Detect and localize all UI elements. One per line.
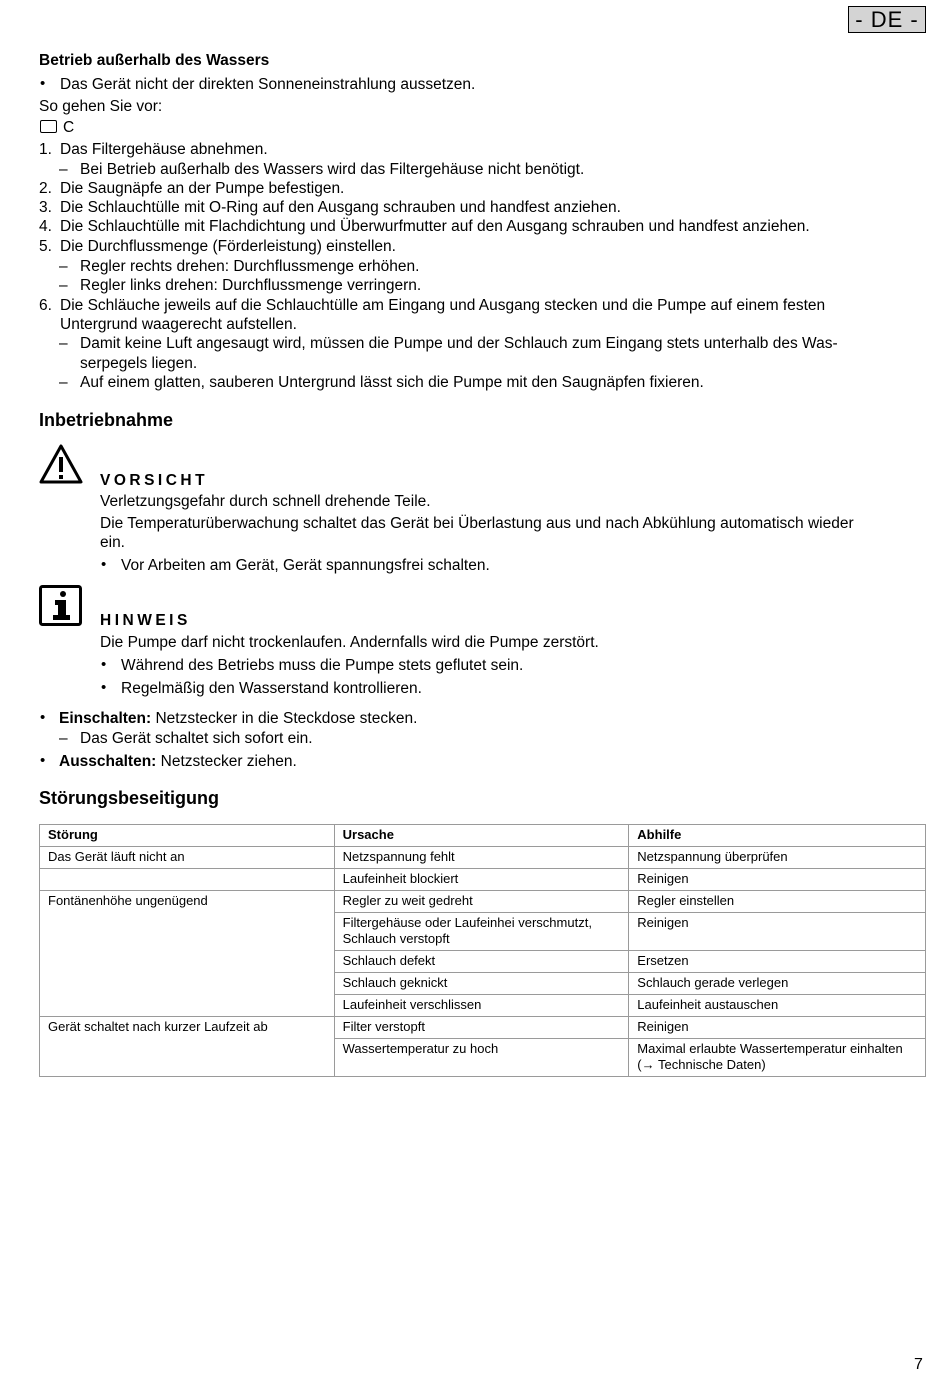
step-text: Die Schlauchtülle mit O-Ring auf den Ausgang schrauben und handfest anziehen.: [60, 199, 621, 216]
step-number: 1.: [39, 141, 52, 158]
table-row: [40, 913, 926, 951]
table-cell: Laufeinheit verschlissen: [334, 995, 629, 1017]
switch-off-item: Ausschalten: Netzstecker ziehen.: [59, 753, 297, 770]
table-header: Abhilfe: [629, 825, 926, 847]
figure-ref: C: [40, 118, 74, 137]
switch-on-sub: Das Gerät schaltet sich sofort ein.: [80, 730, 313, 747]
sub-dash: –: [59, 277, 68, 294]
step-number: 3.: [39, 199, 52, 216]
table-cell: Fontänenhöhe ungenügend: [40, 891, 335, 913]
step-number: 4.: [39, 218, 52, 235]
table-cell: Reinigen: [629, 1017, 926, 1039]
table-cell: Wassertemperatur zu hoch: [334, 1039, 629, 1077]
table-cell: Netzspannung überprüfen: [629, 847, 926, 869]
step-number: 5.: [39, 238, 52, 255]
step-subtext: Regler links drehen: Durchflussmenge verringern.: [80, 277, 422, 294]
bullet-icon: •: [101, 556, 107, 573]
bullet-icon: •: [40, 709, 46, 726]
step-text: Die Saugnäpfe an der Pumpe befestigen.: [60, 180, 345, 197]
caution-text-3: ein.: [100, 534, 125, 551]
table-cell: Filtergehäuse oder Laufeinhei verschmutzt, Schlauch verstopft: [334, 913, 629, 951]
table-row: [40, 995, 926, 1017]
table-cell: [40, 913, 335, 951]
table-cell: Netzspannung fehlt: [334, 847, 629, 869]
table-header: Ursache: [334, 825, 629, 847]
section-title-troubleshooting: Störungsbeseitigung: [39, 788, 219, 808]
notice-text-1: Die Pumpe darf nicht trockenlaufen. Andernfalls wird die Pumpe zerstört.: [100, 634, 599, 651]
table-header-row: [40, 825, 926, 847]
outside-bullet-1: Das Gerät nicht der direkten Sonneneinstrahlung aussetzen.: [60, 76, 476, 93]
caution-text-1: Verletzungsgefahr durch schnell drehende Teile.: [100, 493, 431, 510]
table-cell: [40, 973, 335, 995]
table-cell: Das Gerät läuft nicht an: [40, 847, 335, 869]
notice-bullet-1: Während des Betriebs muss die Pumpe stets geflutet sein.: [121, 657, 524, 674]
bullet-icon: •: [40, 752, 46, 769]
sub-dash: –: [59, 730, 68, 747]
table-cell: Maximal erlaubte Wassertemperatur einhalten (→ Technische Daten): [629, 1039, 926, 1077]
table-cell: Reinigen: [629, 869, 926, 891]
section-title-commissioning: Inbetriebnahme: [39, 410, 174, 430]
table-cell: [40, 995, 335, 1017]
step-number: 2.: [39, 180, 52, 197]
step-text: Die Durchflussmenge (Förderleistung) einstellen.: [60, 238, 396, 255]
outside-intro: So gehen Sie vor:: [39, 98, 163, 115]
table-row: [40, 951, 926, 973]
table-row: [40, 1039, 926, 1077]
table-cell: Filter verstopft: [334, 1017, 629, 1039]
step-text: Die Schlauchtülle mit Flachdichtung und Überwurfmutter auf den Ausgang schrauben und handfest anziehen.: [60, 218, 810, 235]
switch-on-item: Einschalten: Netzstecker in die Steckdose stecken.: [59, 710, 418, 727]
step-subtext: Damit keine Luft angesaugt wird, müssen die Pumpe und der Schlauch zum Eingang stets unterhalb des Was-: [80, 335, 838, 352]
table-header: Störung: [40, 825, 335, 847]
table-row: [40, 1017, 926, 1039]
info-notice-icon: [39, 585, 82, 626]
table-cell: [40, 1039, 335, 1077]
table-cell: Schlauch gerade verlegen: [629, 973, 926, 995]
warning-triangle-icon: [39, 444, 83, 484]
table-cell: Regler zu weit gedreht: [334, 891, 629, 913]
table-row: [40, 869, 926, 891]
device-frame-icon: [40, 120, 57, 133]
troubleshooting-table: [39, 824, 926, 1077]
sub-dash: –: [59, 161, 68, 178]
table-cell: Gerät schaltet nach kurzer Laufzeit ab: [40, 1017, 335, 1039]
table-cell: Reinigen: [629, 913, 926, 951]
page-number: 7: [914, 1356, 923, 1373]
table-row: [40, 973, 926, 995]
notice-bullet-2: Regelmäßig den Wasserstand kontrollieren.: [121, 680, 422, 697]
sub-dash: –: [59, 335, 68, 352]
caution-text-2: Die Temperaturüberwachung schaltet das Gerät bei Überlastung aus und nach Abkühlung automatisch wieder: [100, 515, 854, 532]
bullet-icon: •: [101, 656, 107, 673]
caution-title: VORSICHT: [100, 472, 209, 489]
step-text-continuation: Untergrund waagerecht aufstellen.: [60, 316, 297, 333]
table-cell: Laufeinheit austauschen: [629, 995, 926, 1017]
table-cell: Schlauch geknickt: [334, 973, 629, 995]
caution-bullet: Vor Arbeiten am Gerät, Gerät spannungsfrei schalten.: [121, 557, 490, 574]
table-cell: Laufeinheit blockiert: [334, 869, 629, 891]
section-title-outside-water: Betrieb außerhalb des Wassers: [39, 52, 270, 69]
notice-title: HINWEIS: [100, 612, 191, 629]
language-tag: - DE -: [848, 6, 926, 33]
step-subtext: Regler rechts drehen: Durchflussmenge erhöhen.: [80, 258, 420, 275]
sub-dash: –: [59, 374, 68, 391]
table-row: [40, 891, 926, 913]
step-subtext: Bei Betrieb außerhalb des Wassers wird das Filtergehäuse nicht benötigt.: [80, 161, 585, 178]
sub-dash: –: [59, 258, 68, 275]
table-row: [40, 847, 926, 869]
step-subtext-continuation: serpegels liegen.: [80, 355, 198, 372]
bullet-icon: •: [40, 75, 46, 92]
table-cell: Ersetzen: [629, 951, 926, 973]
table-cell: Schlauch defekt: [334, 951, 629, 973]
table-cell: Regler einstellen: [629, 891, 926, 913]
table-cell: [40, 951, 335, 973]
table-cell: [40, 869, 335, 891]
step-subtext: Auf einem glatten, sauberen Untergrund lässt sich die Pumpe mit den Saugnäpfen fixieren.: [80, 374, 704, 391]
step-text: Das Filtergehäuse abnehmen.: [60, 141, 268, 158]
bullet-icon: •: [101, 679, 107, 696]
step-text: Die Schläuche jeweils auf die Schlauchtülle am Eingang und Ausgang stecken und die Pumpe auf einem festen: [60, 297, 826, 314]
step-number: 6.: [39, 297, 52, 314]
